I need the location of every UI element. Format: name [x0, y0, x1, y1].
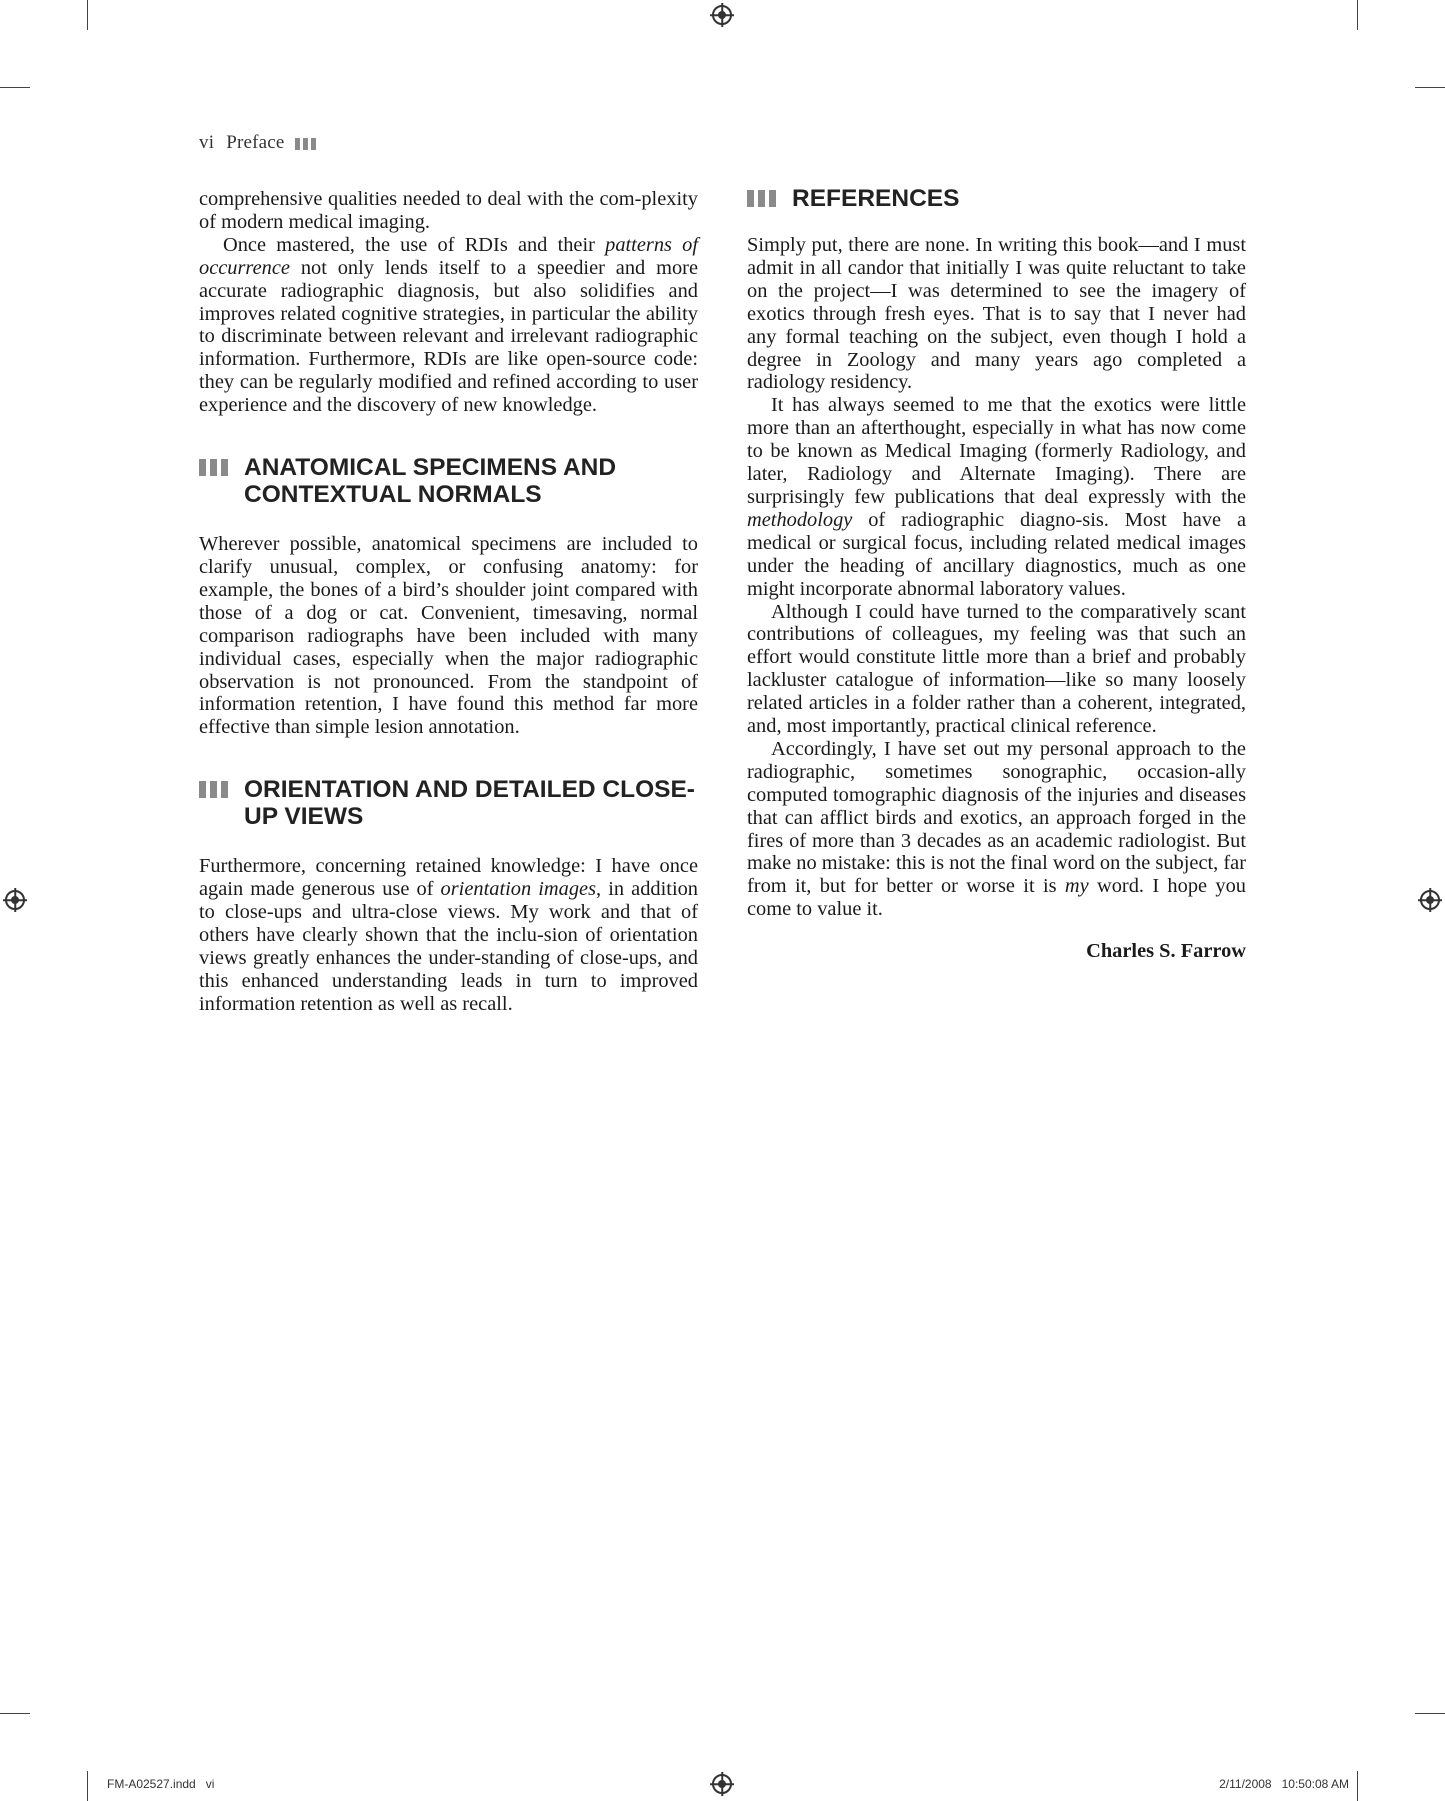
crop-mark-icon	[1415, 87, 1445, 88]
emphasis-orientation-images: orientation images	[440, 878, 597, 901]
page-number: vi	[199, 132, 215, 153]
crop-mark-icon	[0, 87, 30, 88]
section-bars-icon	[199, 781, 232, 808]
crop-mark-icon	[87, 0, 88, 30]
section-bars-icon	[295, 133, 319, 155]
right-column	[747, 185, 1246, 963]
crop-mark-icon	[1415, 1713, 1445, 1714]
emphasis-my: my	[1064, 875, 1089, 898]
paragraph-orientation: Furthermore, concerning retained knowledge: I have once again made generous use of orientation images, in addition to close-ups and ultra-close views. My work and that of others have clearly shown that the inclu-sion of orientation views greatly enhances the under-standing of close-ups, and this enhanced understanding leads in turn to improved information retention as well as recall.	[199, 855, 698, 1015]
paragraph-continued: comprehensive qualities needed to deal with the com-plexity of modern medical imaging.	[199, 188, 698, 233]
registration-mark-icon	[712, 1774, 732, 1794]
section-bars-icon	[747, 190, 780, 217]
paragraph-accordingly: Accordingly, I have set out my personal approach to the radiographic, sometimes sonographic, occasion-ally computed tomographic diagnosis of the injuries and diseases that can afflict birds and exotics, an approach forged in the fires of more than 3 decades as an academic radiologist. But make no mistake: this is not the final word on the subject, far from it, but for better or worse it is my word. I hope you come to value it.	[747, 737, 1246, 921]
crop-mark-icon	[0, 1713, 30, 1714]
registration-mark-icon	[712, 5, 732, 25]
running-head	[199, 132, 319, 155]
paragraph-always: It has always seemed to me that the exotics were little more than an afterthought, especially in what has now come to be known as Medical Imaging (formerly Radiology, and later, Radiology and Alternate Imaging). There are surprisingly few publications that deal expressly with the methodology of radiographic diagno-sis. Most have a medical or surgical focus, including related medical images under the heading of ancillary diagnostics, much as one might incorporate abnormal laboratory values.	[747, 394, 1246, 600]
crop-mark-icon	[1357, 0, 1358, 30]
author-signature: Charles S. Farrow	[1086, 940, 1246, 963]
emphasis-methodology: methodology	[747, 508, 853, 531]
paragraph-specimens: Wherever possible, anatomical specimens are included to clarify unusual, complex, or confusing anatomy: for example, the bones of a bird’s shoulder joint compared with those of a dog or cat. Convenient, timesaving, normal comparison radiographs have been included with many individual cases, especially when the major radiographic observation is not pronounced. From the standpoint of information retention, I have found this method far more effective than simple lesion annotation.	[199, 533, 698, 739]
heading-anatomical-specimens: ANATOMICAL SPECIMENS AND CONTEXTUAL NORMALS	[199, 454, 698, 508]
emphasis-patterns: patterns of occurrence	[199, 233, 699, 279]
slug-file: FM-A02527.indd vi	[107, 1777, 215, 1791]
crop-mark-icon	[1357, 1771, 1358, 1801]
running-head-section: Preface	[226, 132, 285, 153]
left-column	[199, 188, 698, 1016]
slug-timestamp: 2/11/2008 10:50:08 AM	[1219, 1777, 1349, 1791]
crop-mark-icon	[87, 1771, 88, 1801]
heading-orientation: ORIENTATION AND DETAILED CLOSE-UP VIEWS	[199, 776, 698, 830]
paragraph-although: Although I could have turned to the comparatively scant contributions of colleagues, my feeling was that such an effort would constitute little more than a brief and probably lackluster catalogue of information—like so many loosely related articles in a folder rather than a coherent, integrated, and, most importantly, practical clinical reference.	[747, 600, 1246, 738]
registration-mark-icon	[5, 890, 25, 910]
section-bars-icon	[199, 459, 232, 486]
heading-references: REFERENCES	[747, 185, 1246, 212]
paragraph-mastered: Once mastered, the use of RDIs and their patterns of occurrence not only lends itself to a speedier and more accurate radiographic diagnosis, but also solidifies and improves related cognitive strategies, in particular the ability to discriminate between relevant and irrelevant radiographic information. Furthermore, RDIs are like open-source code: they can be regularly modified and refined according to user experience and the discovery of new knowledge.	[199, 233, 699, 417]
paragraph-simply-put: Simply put, there are none. In writing this book—and I must admit in all candor that initially I was quite reluctant to take on the project—I was determined to see the imagery of exotics through fresh eyes. That is to say that I never had any formal teaching on the subject, even though I hold a degree in Zoology and many years ago completed a radiology residency.	[747, 234, 1246, 394]
registration-mark-icon	[1420, 890, 1440, 910]
